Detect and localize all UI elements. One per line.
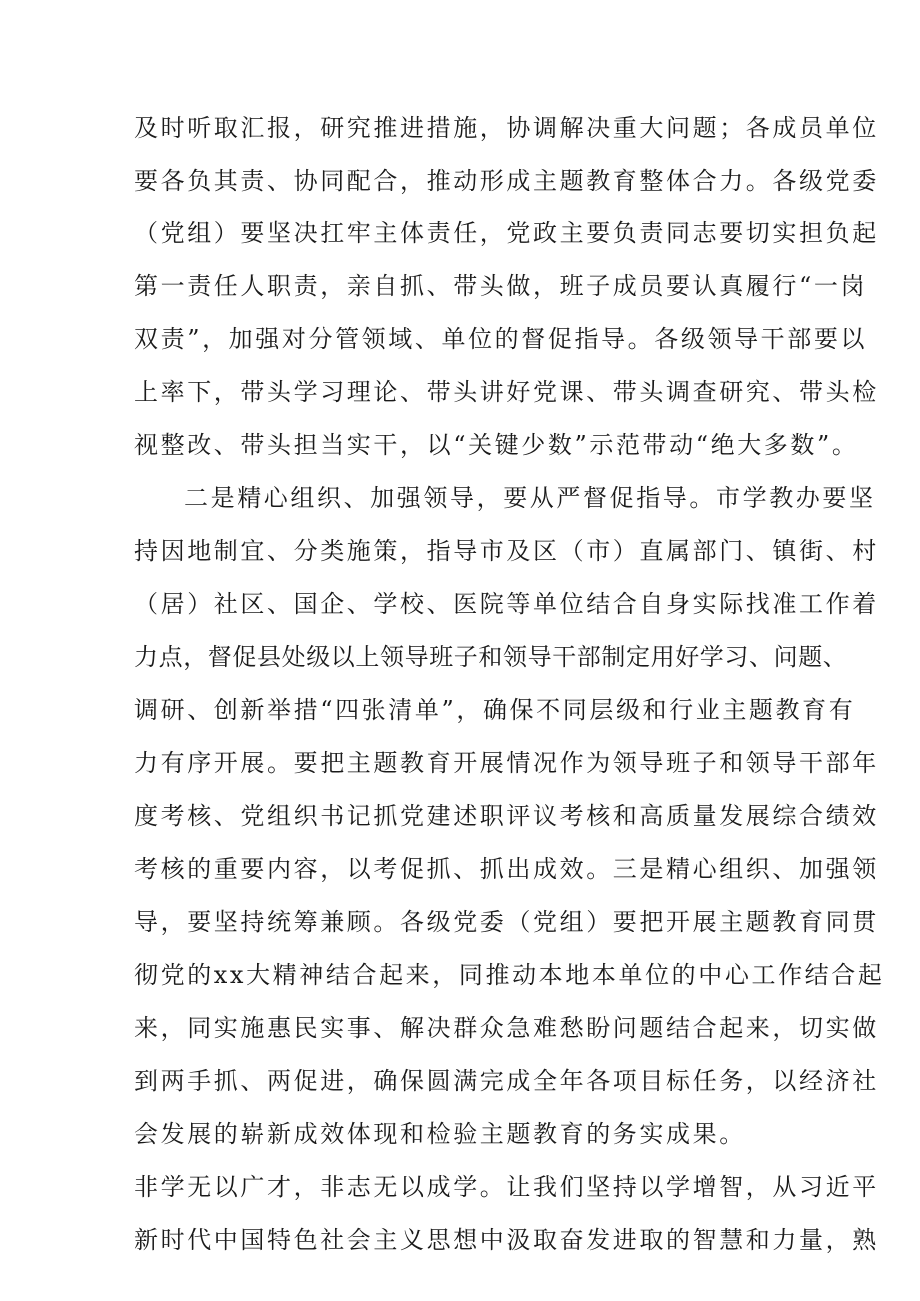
text-line-16: 导，要坚持统筹兼顾。各级党委（党组）要把开展主题教育同贯 (134, 908, 879, 936)
text-line-4: 第一责任人职责，亲自抓、带头做，班子成员要认真履行“一岗 (134, 272, 868, 300)
text-line-11: 力点，督促县处级以上领导班子和领导干部制定用好学习、问题、 (134, 643, 848, 671)
text-line-22: 新时代中国特色社会主义思想中汲取奋发进取的智慧和力量，熟 (134, 1226, 879, 1254)
text-line-1: 及时听取汇报，研究推进措施，协调解决重大问题；各成员单位 (134, 114, 879, 142)
text-line-12: 调研、创新举措“四张清单”，确保不同层级和行业主题教育有 (134, 696, 856, 724)
text-line-6: 上率下，带头学习理论、带头讲好党课、带头调查研究、带头检 (134, 378, 879, 406)
text-line-20: 会发展的崭新成效体现和检验主题教育的务实成果。 (134, 1120, 746, 1148)
text-line-13: 力有序开展。要把主题教育开展情况作为领导班子和领导干部年 (134, 749, 879, 777)
text-line-14: 度考核、党组织书记抓党建述职评议考核和高质量发展综合绩效 (134, 802, 879, 830)
text-line-5: 双责”，加强对分管领域、单位的督促指导。各级领导干部要以 (134, 325, 868, 353)
text-line-19: 到两手抓、两促进，确保圆满完成全年各项目标任务，以经济社 (134, 1067, 879, 1095)
text-line-3: （党组）要坚决扛牢主体责任，党政主要负责同志要切实担负起 (134, 219, 879, 247)
text-line-10: （居）社区、国企、学校、医院等单位结合自身实际找准工作着 (134, 590, 879, 618)
text-line-18: 来，同实施惠民实事、解决群众急难愁盼问题结合起来，切实做 (134, 1014, 879, 1042)
text-line-17: 彻党的xx大精神结合起来，同推动本地本单位的中心工作结合起 (134, 961, 885, 989)
text-line-8: 二是精心组织、加强领导，要从严督促指导。市学教办要坚 (184, 484, 876, 512)
text-line-15: 考核的重要内容，以考促抓、抓出成效。三是精心组织、加强领 (134, 855, 879, 883)
text-line-7: 视整改、带头担当实干，以“关键少数”示范带动“绝大多数”。 (134, 431, 859, 459)
text-line-9: 持因地制宜、分类施策，指导市及区（市）直属部门、镇街、村 (134, 537, 879, 565)
text-line-2: 要各负其责、协同配合，推动形成主题教育整体合力。各级党委 (134, 167, 879, 195)
text-line-21: 非学无以广才，非志无以成学。让我们坚持以学增智，从习近平 (134, 1173, 879, 1201)
